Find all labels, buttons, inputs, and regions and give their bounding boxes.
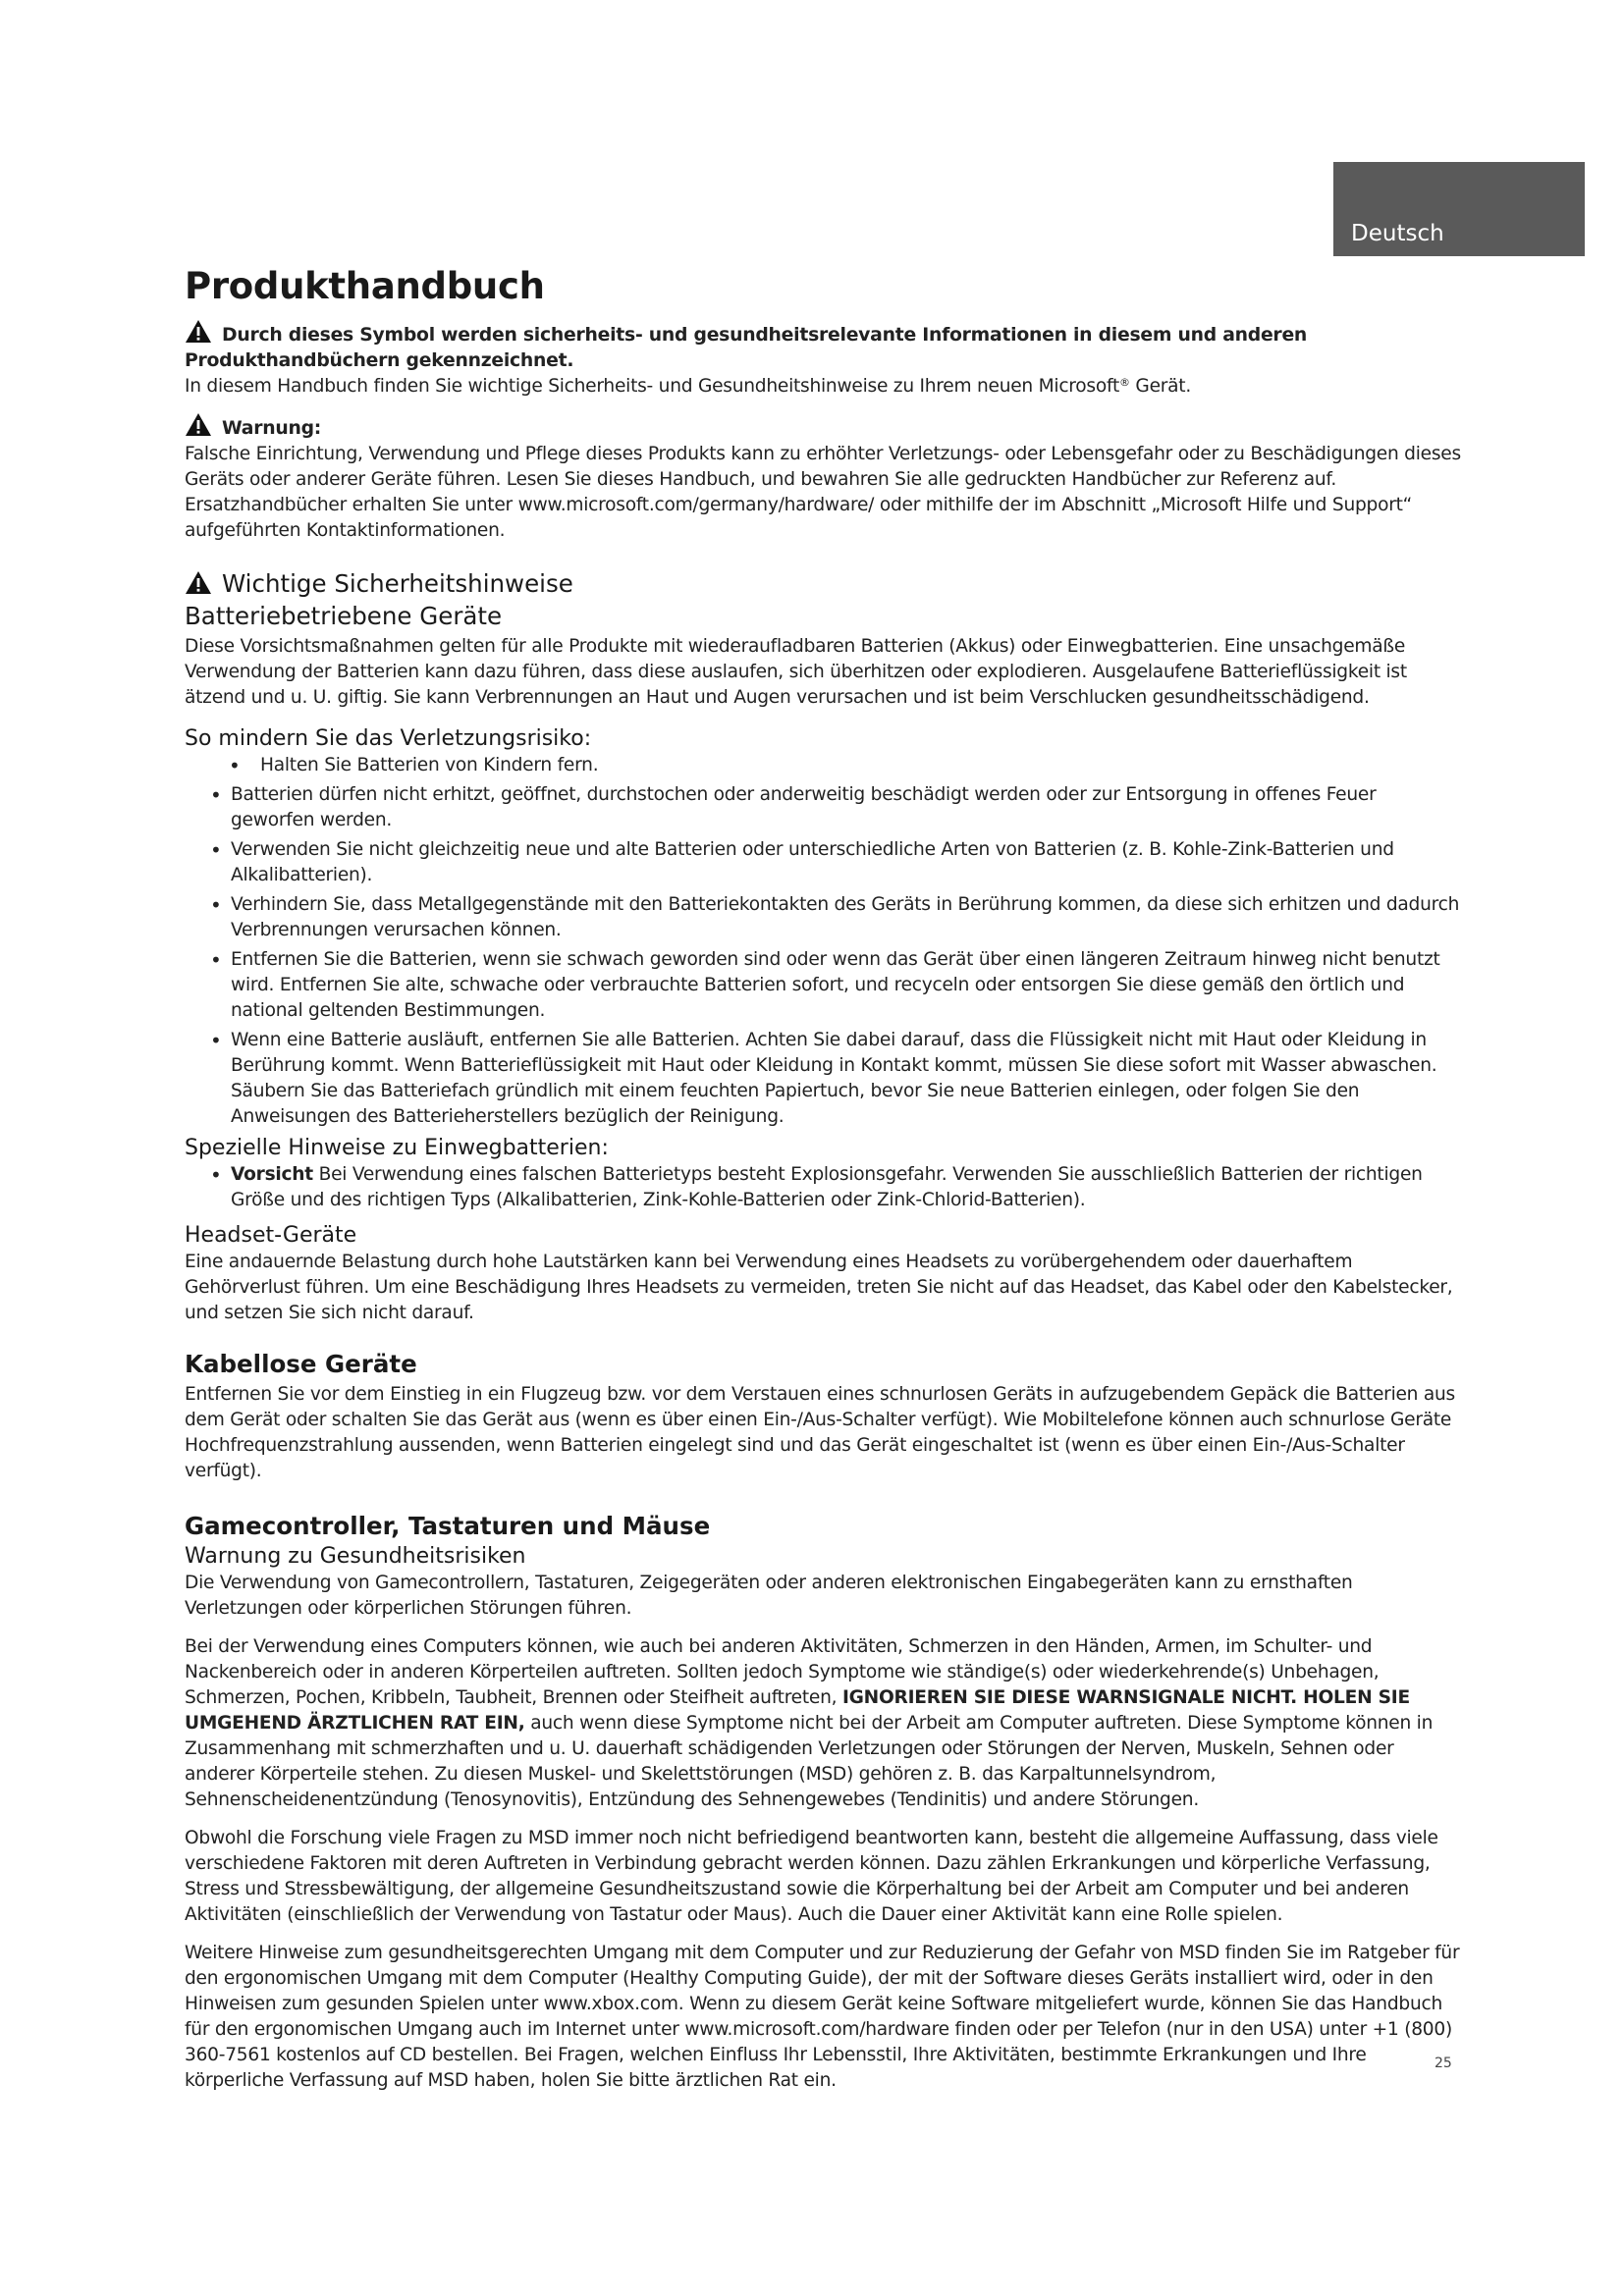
page-content: [185, 265, 1461, 2094]
wireless-heading: Kabellose Geräte: [185, 1350, 417, 1378]
list-item: [185, 1162, 1461, 1213]
warning-text: Falsche Einrichtung, Verwendung und Pflege dieses Produkts kann zu erhöhter Verletzungs- oder Lebensgefahr oder zu Beschädigungen dieses Geräts oder anderer Geräte führen. Lesen Sie dieses Handbuch, und bewahren Sie alle gedruckten Handbücher zur Referenz auf. Ersatzhandbücher erhalten Sie unter www.microsoft.com/germany/hardware/ oder mithilfe der im Abschnitt „Microsoft Hilfe und Support“ aufgeführten Kontaktinformationen.: [185, 444, 1461, 541]
symbol-notice-bold: [185, 319, 1461, 374]
page-number: 25: [1435, 2056, 1452, 2071]
list-item: • Batterien dürfen nicht erhitzt, geöffnet, durchstochen oder anderweitig beschädigt werden oder zur Entsorgung in offenes Feuer geworfen werden.: [185, 782, 1461, 833]
list-item: • Verhindern Sie, dass Metallgegenstände mit den Batteriekontakten des Geräts in Berührung kommen, da diese sich erhitzen und dadurch Verbrennungen verursachen können.: [185, 892, 1461, 943]
language-label: Deutsch: [1351, 221, 1444, 246]
controllers-paragraph-2: [185, 1634, 1461, 1813]
list-item: • Entfernen Sie die Batterien, wenn sie schwach geworden sind oder wenn das Gerät über einen längeren Zeitraum hinweg nicht benutzt wird. Entfernen Sie alte, schwache oder verbrauchte Batterien sofort, und recyceln oder entsorgen Sie diese gemäß den örtlich und national geltenden Bestimmungen.: [185, 947, 1461, 1024]
risk-list: [185, 753, 1461, 1130]
battery-heading: Batteriebetriebene Geräte: [185, 602, 503, 630]
symbol-notice-text-after: Gerät.: [1129, 376, 1191, 397]
warning-triangle-icon: [185, 319, 212, 344]
warning-label: Warnung:: [222, 418, 322, 439]
symbol-notice-bold-text: Durch dieses Symbol werden sicherheits- und gesundheitsrelevante Informationen in diesem und anderen Produkthandbüchern gekennzeichnet.: [185, 325, 1308, 371]
list-item: • Wenn eine Batterie ausläuft, entfernen Sie alle Batterien. Achten Sie dabei darauf, dass die Flüssigkeit nicht mit Haut oder Kleidung in Berührung kommt. Wenn Batterieflüssigkeit mit Haut oder Kleidung in Kontakt kommt, müssen Sie diese sofort mit Wasser abwaschen. Säubern Sie das Batteriefach gründlich mit einem feuchten Papiertuch, bevor Sie neue Batterien einlegen, oder folgen Sie den Anweisungen des Batterieherstellers bezüglich der Reinigung.: [185, 1028, 1461, 1130]
disposable-heading: Spezielle Hinweise zu Einwegbatterien:: [185, 1136, 609, 1160]
wireless-text: Entfernen Sie vor dem Einstieg in ein Flugzeug bzw. vor dem Verstauen eines schnurlosen Geräts in aufzugebendem Gepäck die Batterien aus dem Gerät oder schalten Sie das Gerät aus (wenn es über einen Ein-/Aus-Schalter verfügt). Wie Mobiltelefone können auch schnurlose Geräte Hochfrequenzstrahlung aussenden, wenn Batterien eingelegt sind und das Gerät eingeschaltet ist (wenn es über einen Ein-/Aus-Schalter verfügt).: [185, 1384, 1455, 1481]
symbol-notice-text: [185, 374, 1461, 400]
symbol-notice-text-before: In diesem Handbuch finden Sie wichtige Sicherheits- und Gesundheitshinweise zu Ihrem neuen Microsoft: [185, 376, 1119, 397]
caution-label: Vorsicht: [231, 1164, 313, 1185]
warning-block: [185, 412, 1461, 544]
p2-before: Bei der Verwendung eines Computers können, wie auch bei anderen Aktivitäten, Schmerzen in den Händen, Armen, im Schulter- und Nackenbereich oder in anderen Körperteilen auftreten. Sollten jedoch Symptome wie ständige(s) oder wiederkehrende(s) Unbehagen, Schmerzen, Pochen, Kribbeln, Taubheit, Brennen oder Steifheit auftreten,: [185, 1636, 1380, 1708]
list-item: • Verwenden Sie nicht gleichzeitig neue und alte Batterien oder unterschiedliche Arten von Batterien (z. B. Kohle-Zink-Batterien und Alkalibatterien).: [185, 837, 1461, 888]
language-tab: [1333, 162, 1585, 256]
risk-heading: So mindern Sie das Verletzungsrisiko:: [185, 726, 592, 751]
caution-text: Bei Verwendung eines falschen Batterietyps besteht Explosionsgefahr. Verwenden Sie ausschließlich Batterien der richtigen Größe und des richtigen Typs (Alkalibatterien, Zink-Kohle-Batterien oder Zink-Chlorid-Batterien).: [231, 1164, 1423, 1210]
p2-bold: IGNORIEREN SIE DIESE WARNSIGNALE NICHT. HOLEN SIE UMGEHEND ÄRZTLICHEN RAT EIN,: [185, 1687, 1410, 1734]
controllers-paragraph-3: Obwohl die Forschung viele Fragen zu MSD immer noch nicht befriedigend beantworten kann, besteht die allgemeine Auffassung, dass viele verschiedene Faktoren mit deren Auftreten in Verbindung gebracht werden können. Dazu zählen Erkrankungen und körperliche Verfassung, Stress und Stressbewältigung, der allgemeine Gesundheitszustand sowie die Körperhaltung bei der Arbeit am Computer und bei anderen Aktivitäten (einschließlich der Verwendung von Tastatur oder Maus). Auch die Dauer einer Aktivität kann eine Rolle spielen.: [185, 1828, 1438, 1925]
battery-intro: Diese Vorsichtsmaßnahmen gelten für alle Produkte mit wiederaufladbaren Batterien (Akkus) oder Einwegbatterien. Eine unsachgemäße Verwendung der Batterien kann dazu führen, dass diese auslaufen, sich überhitzen oder explodieren. Ausgelaufene Batterieflüssigkeit ist ätzend und u. U. giftig. Sie kann Verbrennungen an Haut und Augen verursachen und ist beim Verschlucken gesundheitsschädigend.: [185, 636, 1407, 708]
disposable-list: [185, 1162, 1461, 1213]
controllers-paragraph-1: Die Verwendung von Gamecontrollern, Tastaturen, Zeigegeräten oder anderen elektronischen Eingabegeräten kann zu ernsthaften Verletzungen oder körperlichen Störungen führen.: [185, 1573, 1353, 1619]
registered-mark: ®: [1119, 376, 1130, 389]
controllers-paragraph-4: Weitere Hinweise zum gesundheitsgerechten Umgang mit dem Computer und zur Reduzierung der Gefahr von MSD finden Sie im Ratgeber für den ergonomischen Umgang mit dem Computer (Healthy Computing Guide), der mit der Software dieses Geräts installiert wird, oder in den Hinweisen zum gesunden Spielen unter www.xbox.com. Wenn zu diesem Gerät keine Software mitgeliefert wurde, können Sie das Handbuch für den ergonomischen Umgang auch im Internet unter www.microsoft.com/hardware finden oder per Telefon (nur in den USA) unter +1 (800) 360-7561 kostenlos auf CD bestellen. Bei Fragen, welchen Einfluss Ihr Lebensstil, Ihre Aktivitäten, bestimmte Erkrankungen und Ihre körperliche Verfassung auf MSD haben, holen Sie bitte ärztlichen Rat ein.: [185, 1943, 1460, 2091]
p2-after: auch wenn diese Symptome nicht bei der Arbeit am Computer auftreten. Diese Symptome können in Zusammenhang mit schmerzhaften und u. U. dauerhaft schädigenden Verletzungen oder Störungen der Nerven, Muskeln, Sehnen oder anderer Körperteile stehen. Zu diesen Muskel- und Skelettstörungen (MSD) gehören z. B. das Karpaltunnelsyndrom, Sehnenscheidenentzündung (Tenosynovitis), Entzündung des Sehnengewebes (Tendinitis) und andere Störungen.: [185, 1713, 1434, 1810]
health-risk-heading: Warnung zu Gesundheitsrisiken: [185, 1544, 526, 1569]
controllers-heading: Gamecontroller, Tastaturen und Mäuse: [185, 1512, 711, 1540]
headset-text: Eine andauernde Belastung durch hohe Lautstärken kann bei Verwendung eines Headsets zu vorübergehendem oder dauerhaftem Gehörverlust führen. Um eine Beschädigung Ihres Headsets zu vermeiden, treten Sie nicht auf das Headset, das Kabel oder den Kabelstecker, und setzen Sie sich nicht darauf.: [185, 1252, 1453, 1323]
headset-heading: Headset-Geräte: [185, 1223, 357, 1248]
symbol-notice: [185, 319, 1461, 400]
warning-triangle-icon: [185, 570, 212, 595]
safety-heading-text: Wichtige Sicherheitshinweise: [222, 569, 573, 598]
list-item: • Halten Sie Batterien von Kindern fern.: [185, 753, 1461, 778]
safety-heading: [185, 569, 1461, 598]
warning-heading: [185, 412, 1461, 442]
warning-triangle-icon: [185, 412, 212, 437]
page-title: Produkthandbuch: [185, 265, 545, 307]
